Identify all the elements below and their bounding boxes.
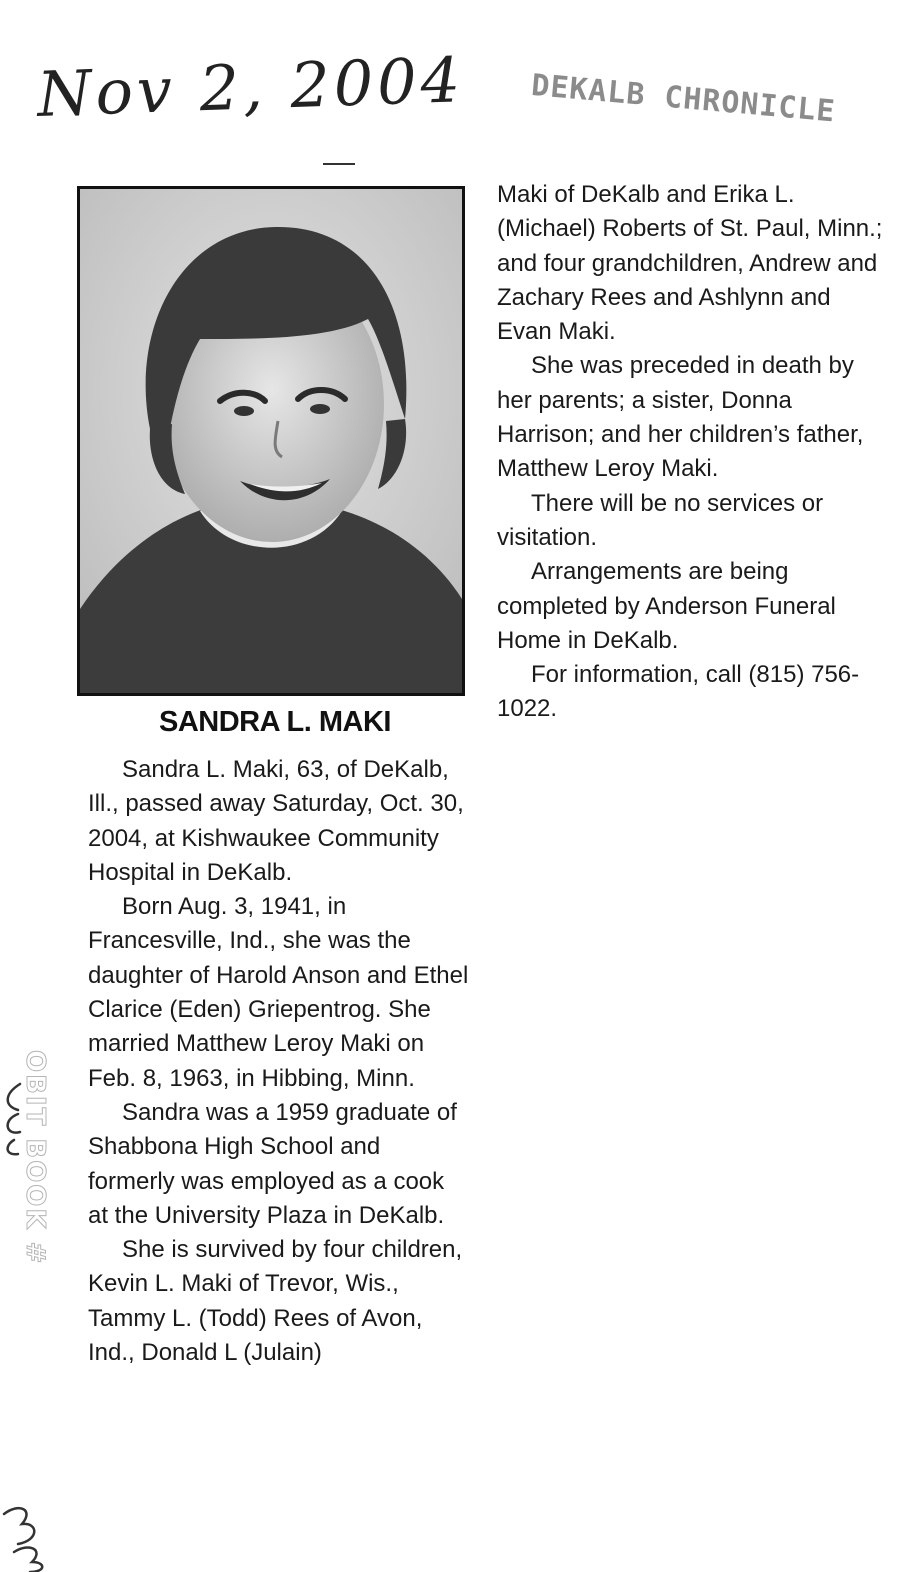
handwritten-number-mark-icon (0, 1500, 60, 1572)
paragraph-services: There will be no services or visitation. (497, 489, 824, 551)
portrait-photo (77, 186, 465, 696)
paragraph-arrangements: Arrangements are being completed by Anderson Funeral Home in DeKalb. (497, 558, 836, 654)
paragraph-education-career: Sandra was a 1959 graduate of Shabbona High School and formerly was employed as a cook at the University Plaza in DeKalb. (88, 1098, 457, 1229)
paragraph-survivors-continued: Maki of DeKalb and Erika L. (Michael) Roberts of St. Paul, Minn.; and four grandchildren, Andrew and Zachary Rees and Ashlynn and Evan Maki. (497, 181, 883, 346)
paragraph-contact-info: For information, call (815) 756-1022. (497, 661, 860, 723)
obituary-left-column (88, 753, 470, 1370)
handwritten-date: Nov 2, 2004 (36, 43, 466, 131)
paragraph-preceded-in-death: She was preceded in death by her parents; a sister, Donna Harrison; and her children’s father, Matthew Leroy Maki. (497, 352, 864, 483)
paragraph-birth-marriage: Born Aug. 3, 1941, in Francesville, Ind., she was the daughter of Harold Anson and Ethel Clarice (Eden) Griepentrog. She married Matthew Leroy Maki on Feb. 8, 1963, in Hibbing, Minn. (88, 893, 469, 1092)
newspaper-stamp: DEKALB CHRONICLE (529, 68, 837, 130)
handwritten-margin-mark-icon (0, 1080, 24, 1160)
paragraph-survivors: She is survived by four children, Kevin L. Maki of Trevor, Wis., Tammy L. (Todd) Rees of Avon, Ind., Donald L (Julain) (88, 1236, 463, 1367)
portrait-illustration (80, 189, 462, 693)
obituary-name-heading: SANDRA L. MAKI (159, 706, 391, 738)
obituary-right-column (497, 178, 887, 727)
paragraph-death-notice: Sandra L. Maki, 63, of DeKalb, Ill., passed away Saturday, Oct. 30, 2004, at Kishwaukee Community Hospital in DeKalb. (88, 756, 464, 886)
divider (323, 163, 355, 165)
obit-book-stamp: OBIT BOOK # (20, 1050, 50, 1266)
